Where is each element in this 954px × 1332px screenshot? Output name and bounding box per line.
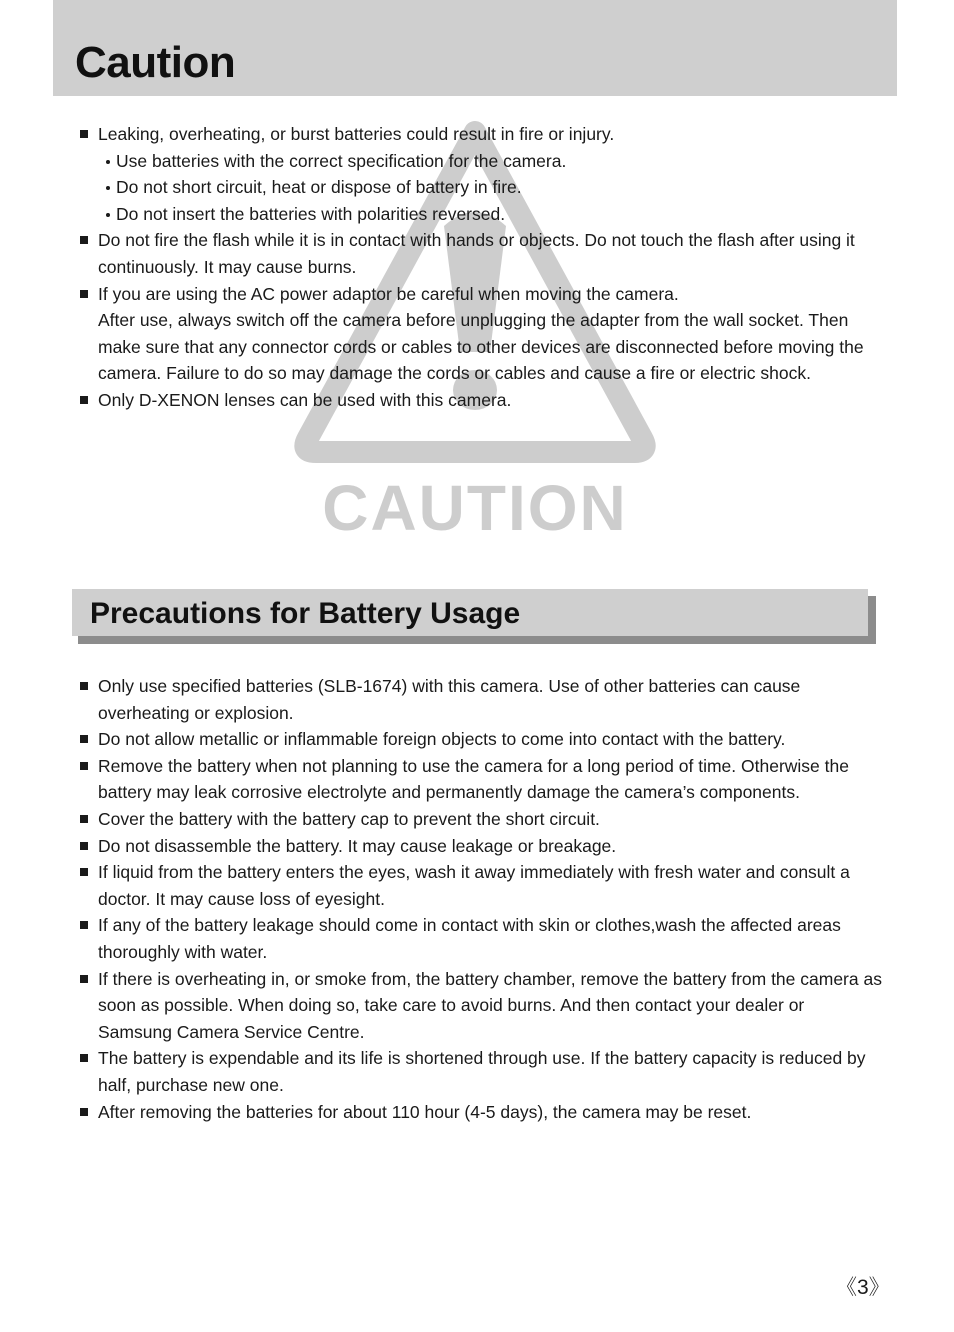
item-text: soon as possible. When doing so, take care to avoid burns. And then contact your dealer or (98, 995, 805, 1016)
square-bullet-icon (80, 1108, 88, 1116)
list-item (80, 387, 880, 414)
item-text: The battery is expendable and its life is shortened through use. If the battery capacity is reduced by (98, 1048, 866, 1069)
section-title: Precautions for Battery Usage (90, 597, 521, 630)
watermark-text: CAUTION (322, 472, 628, 544)
dot-bullet-icon (106, 186, 110, 190)
list-item (80, 673, 880, 726)
square-bullet-icon (80, 975, 88, 983)
sub-list-item (80, 148, 880, 175)
item-text: If there is overheating in, or smoke from, the battery chamber, remove the battery from the camera as (98, 968, 882, 989)
square-bullet-icon (80, 842, 88, 850)
item-text: Do not short circuit, heat or dispose of battery in fire. (116, 177, 522, 198)
list-item (80, 1045, 880, 1098)
list-item (80, 859, 880, 912)
item-text: If liquid from the battery enters the eyes, wash it away immediately with fresh water and consult a (98, 862, 850, 883)
item-text: Only use specified batteries (SLB-1674) with this camera. Use of other batteries can cause (98, 676, 801, 696)
sub-list-item (80, 201, 880, 228)
item-text: overheating or explosion. (98, 702, 294, 723)
dot-bullet-icon (106, 160, 110, 164)
item-text: After use, always switch off the camera before unplugging the adapter from the wall socket. Then (98, 310, 849, 331)
dot-bullet-icon (106, 213, 110, 217)
item-text: Use batteries with the correct specification for the camera. (116, 150, 567, 171)
page-title: Caution (75, 38, 236, 87)
item-text: Leaking, overheating, or burst batteries could result in fire or injury. (98, 124, 615, 144)
sub-list-item (80, 174, 880, 201)
battery-list (80, 673, 880, 1125)
item-text: battery may leak corrosive electrolyte and permanently damage the camera’s components. (98, 782, 800, 803)
section-header (72, 589, 876, 644)
item-text: Do not disassemble the battery. It may cause leakage or breakage. (98, 835, 617, 856)
item-text: half, purchase new one. (98, 1074, 284, 1095)
square-bullet-icon (80, 815, 88, 823)
list-item (80, 966, 880, 1046)
caution-list (80, 121, 880, 414)
item-text: doctor. It may cause loss of eyesight. (98, 888, 385, 909)
list-item (80, 753, 880, 806)
item-text: Remove the battery when not planning to use the camera for a long period of time. Otherwise the (98, 755, 849, 776)
list-item (80, 281, 880, 387)
item-text: Do not allow metallic or inflammable foreign objects to come into contact with the battery. (98, 729, 786, 750)
item-text: continuously. It may cause burns. (98, 256, 357, 277)
list-item (80, 121, 880, 148)
item-text: camera. Failure to do so may damage the cords or cables and cause a fire or electric shock. (98, 363, 811, 384)
item-text: Do not fire the flash while it is in contact with hands or objects. Do not touch the flash after using it (98, 230, 855, 251)
list-item (80, 912, 880, 965)
page-header (53, 0, 897, 96)
square-bullet-icon (80, 868, 88, 876)
square-bullet-icon (80, 130, 88, 138)
square-bullet-icon (80, 921, 88, 929)
square-bullet-icon (80, 236, 88, 244)
item-text: If any of the battery leakage should come in contact with skin or clothes,wash the affected areas (98, 915, 841, 936)
square-bullet-icon (80, 682, 88, 690)
item-text: If you are using the AC power adaptor be careful when moving the camera. (98, 283, 679, 304)
item-text: Cover the battery with the battery cap to prevent the short circuit. (98, 808, 600, 829)
item-text: Only D-XENON lenses can be used with this camera. (98, 389, 512, 410)
list-item (80, 726, 880, 753)
square-bullet-icon (80, 735, 88, 743)
list-item (80, 1099, 880, 1126)
list-item (80, 227, 880, 280)
square-bullet-icon (80, 396, 88, 404)
square-bullet-icon (80, 762, 88, 770)
page-number: 《3》 (836, 1276, 890, 1299)
square-bullet-icon (80, 1054, 88, 1062)
square-bullet-icon (80, 290, 88, 298)
list-item (80, 833, 880, 860)
item-text: Samsung Camera Service Centre. (98, 1021, 365, 1042)
item-text: After removing the batteries for about 110 hour (4-5 days), the camera may be reset. (98, 1101, 752, 1122)
item-text: thoroughly with water. (98, 941, 268, 962)
item-text: make sure that any connector cords or cables to other devices are disconnected before moving the (98, 336, 864, 357)
item-text: Do not insert the batteries with polarities reversed. (116, 203, 506, 224)
list-item (80, 806, 880, 833)
